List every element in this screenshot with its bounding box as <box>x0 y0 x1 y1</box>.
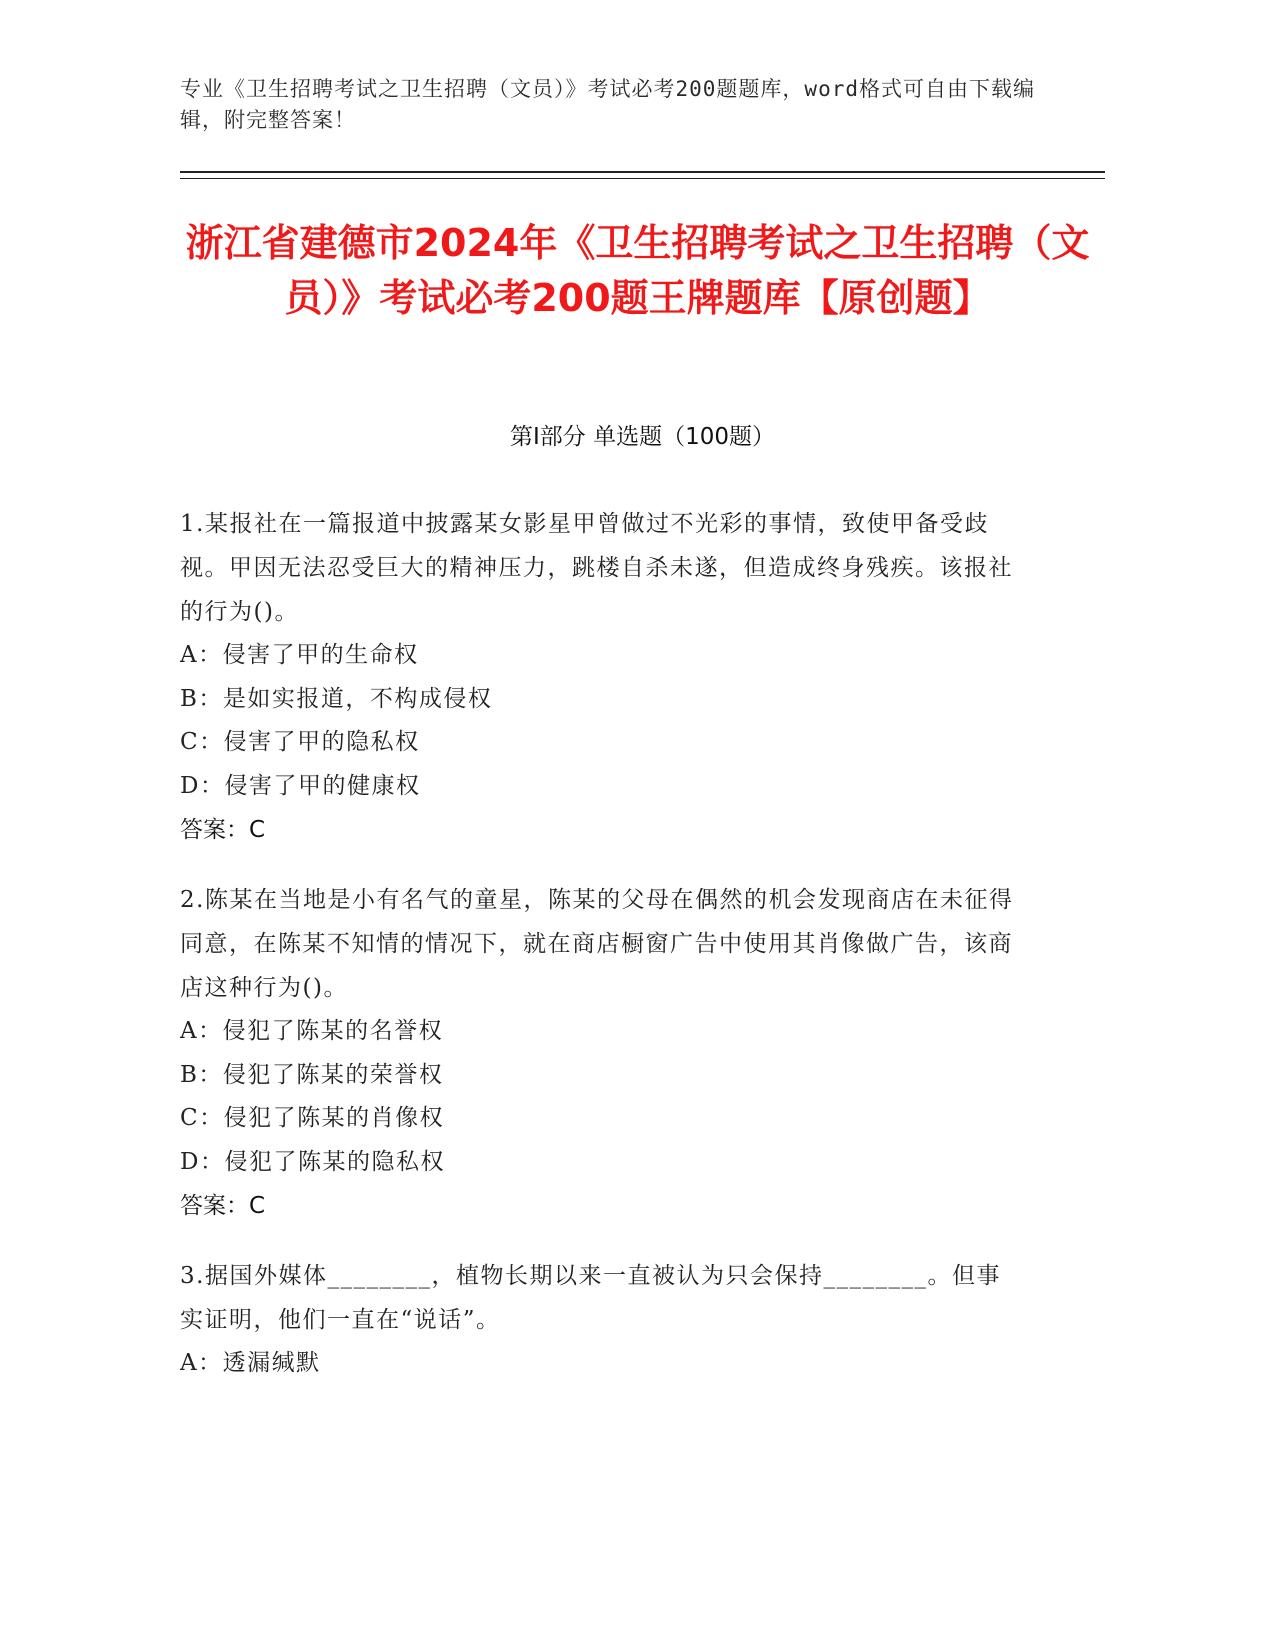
option-a: A：侵害了甲的生命权 <box>180 642 419 668</box>
option-c: C：侵害了甲的隐私权 <box>180 729 420 755</box>
option-d: D：侵害了甲的健康权 <box>180 772 421 799</box>
option-c: C：侵犯了陈某的肖像权 <box>180 1105 445 1131</box>
option-b: B：侵犯了陈某的荣誉权 <box>180 1061 444 1088</box>
section-title: 第Ⅰ部分 单选题（100题） <box>510 424 775 450</box>
header-divider-thick <box>180 171 1105 173</box>
question-stem: 3.据国外媒体________，植物长期以来一直被认为只会保持________。但事实证明，他们一直在“说话”。 <box>180 1263 1001 1333</box>
header-note: 专业《卫生招聘考试之卫生招聘（文员）》考试必考200题题库，word格式可自由下载编辑，附完整答案！ <box>180 77 1035 132</box>
answer-text: 答案：C <box>180 817 266 843</box>
question-item <box>180 878 1020 1228</box>
question-item <box>180 502 1020 852</box>
question-stem: 1.某报社在一篇报道中披露某女影星甲曾做过不光彩的事情，致使甲备受歧视。甲因无法忍受巨大的精神压力，跳楼自杀未遂，但造成终身残疾。该报社的行为()。 <box>180 511 1013 625</box>
question-list <box>180 502 1020 1412</box>
question-stem: 2.陈某在当地是小有名气的童星，陈某的父母在偶然的机会发现商店在未征得同意，在陈某不知情的情况下，就在商店橱窗广告中使用其肖像做广告，该商店这种行为()。 <box>180 887 1014 1001</box>
option-b: B：是如实报道，不构成侵权 <box>180 685 493 712</box>
option-a: A：侵犯了陈某的名誉权 <box>180 1018 444 1044</box>
answer-text: 答案：C <box>180 1193 266 1219</box>
option-d: D：侵犯了陈某的隐私权 <box>180 1148 445 1175</box>
header-divider-thin <box>180 178 1105 179</box>
document-title: 浙江省建德市2024年《卫生招聘考试之卫生招聘（文员）》考试必考200题王牌题库【原创题】 <box>185 221 1090 320</box>
question-item <box>180 1254 1020 1386</box>
option-a: A：透漏缄默 <box>180 1350 321 1376</box>
